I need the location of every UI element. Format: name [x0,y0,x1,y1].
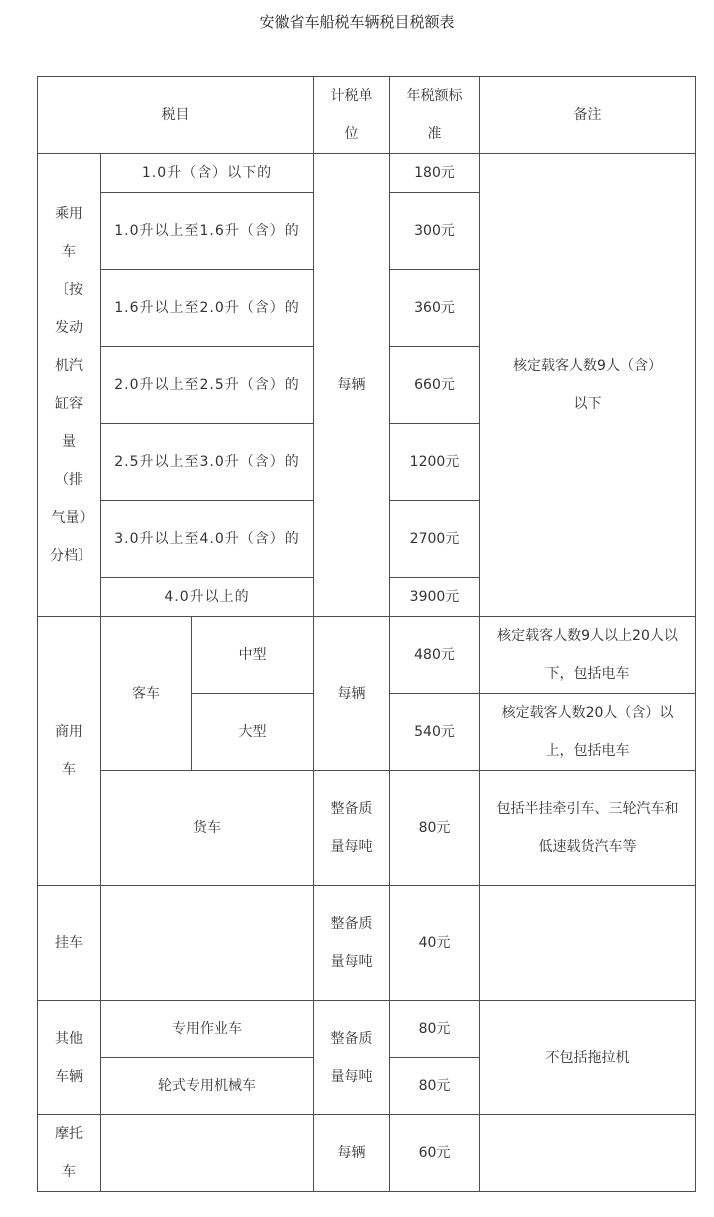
header-rate: 年税额标准 [390,77,480,154]
other-row-rate: 80元 [390,1001,480,1058]
trailer-note [480,886,696,1001]
other-row-rate: 80元 [390,1058,480,1115]
truck-unit: 整备质量每吨 [314,771,390,886]
passenger-row-label: 4.0升以上的 [101,578,314,617]
motorcycle-category: 摩托车 [38,1115,101,1192]
passenger-unit: 每辆 [314,154,390,617]
bus-large-label: 大型 [192,694,314,771]
bus-label: 客车 [101,617,192,771]
motorcycle-note [480,1115,696,1192]
passenger-row-rate: 1200元 [390,424,480,501]
commercial-category: 商用车 [38,617,101,886]
motorcycle-rate: 60元 [390,1115,480,1192]
table-row [38,771,696,886]
truck-label: 货车 [101,771,314,886]
bus-medium-note: 核定载客人数9人以上20人以下，包括电车 [480,617,696,694]
table-row [38,886,696,1001]
trailer-unit: 整备质量每吨 [314,886,390,1001]
bus-large-rate: 540元 [390,694,480,771]
trailer-rate: 40元 [390,886,480,1001]
truck-note: 包括半挂牵引车、三轮汽车和低速载货汽车等 [480,771,696,886]
bus-unit: 每辆 [314,617,390,771]
passenger-row-label: 1.0升（含）以下的 [101,154,314,193]
header-note: 备注 [480,77,696,154]
table-row [38,1001,696,1058]
bus-medium-rate: 480元 [390,617,480,694]
truck-rate: 80元 [390,771,480,886]
passenger-row-label: 1.6升以上至2.0升（含）的 [101,270,314,347]
header-row [38,77,696,154]
page-title: 安徽省车船税车辆税目税额表 [259,13,455,31]
passenger-row-label: 1.0升以上至1.6升（含）的 [101,193,314,270]
passenger-row-label: 2.5升以上至3.0升（含）的 [101,424,314,501]
passenger-row-rate: 660元 [390,347,480,424]
motorcycle-blank [101,1115,314,1192]
table-row [38,1115,696,1192]
passenger-row-rate: 3900元 [390,578,480,617]
header-unit: 计税单位 [314,77,390,154]
table-row [38,154,696,193]
passenger-note: 核定载客人数9人（含）以下 [480,154,696,617]
passenger-row-rate: 180元 [390,154,480,193]
passenger-category: 乘用车〔按发动机汽缸容量（排气量）分档〕 [38,154,101,617]
other-row-label: 专用作业车 [101,1001,314,1058]
motorcycle-unit: 每辆 [314,1115,390,1192]
trailer-category: 挂车 [38,886,101,1001]
header-item: 税目 [38,77,314,154]
passenger-row-label: 3.0升以上至4.0升（含）的 [101,501,314,578]
other-row-label: 轮式专用机械车 [101,1058,314,1115]
bus-medium-label: 中型 [192,617,314,694]
passenger-row-rate: 2700元 [390,501,480,578]
other-unit: 整备质量每吨 [314,1001,390,1115]
passenger-row-rate: 360元 [390,270,480,347]
trailer-blank [101,886,314,1001]
passenger-row-rate: 300元 [390,193,480,270]
passenger-row-label: 2.0升以上至2.5升（含）的 [101,347,314,424]
tax-table [37,76,696,1192]
bus-large-note: 核定载客人数20人（含）以上，包括电车 [480,694,696,771]
table-row [38,617,696,694]
other-category: 其他车辆 [38,1001,101,1115]
other-note: 不包括拖拉机 [480,1001,696,1115]
